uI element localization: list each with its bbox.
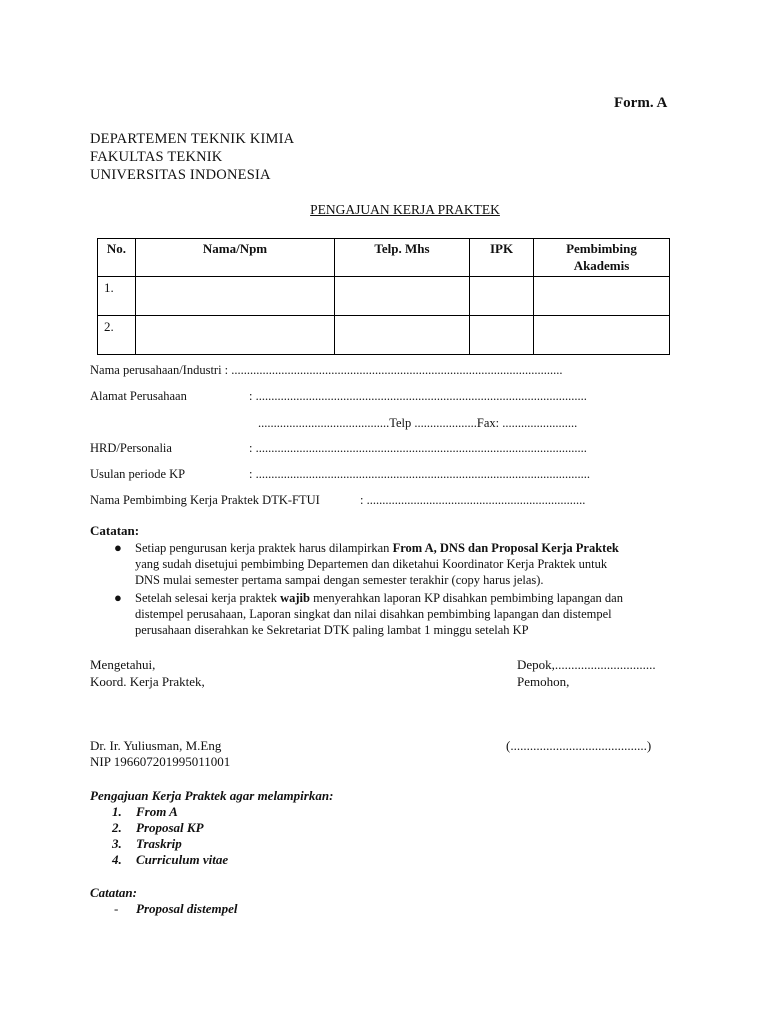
header-gpa: IPK xyxy=(470,239,534,277)
hrd-label: HRD/Personalia xyxy=(90,441,172,455)
footer-notes-heading: Catatan: xyxy=(90,885,137,900)
header-phone: Telp. Mhs xyxy=(335,239,470,277)
address-field[interactable]: : .......................................................................................................... xyxy=(249,389,587,403)
coordinator-name: Dr. Ir. Yuliusman, M.Eng xyxy=(90,738,222,753)
bullet-icon: ● xyxy=(114,540,122,555)
document-title: PENGAJUAN KERJA PRAKTEK xyxy=(310,202,500,217)
attachment-number: 1. xyxy=(112,804,122,819)
attachment-item: Traskrip xyxy=(136,836,182,851)
applicant-title: Pemohon, xyxy=(517,674,570,689)
notes-heading: Catatan: xyxy=(90,523,140,538)
table-row xyxy=(98,277,670,316)
address-label: Alamat Perusahaan xyxy=(90,389,187,403)
period-field[interactable]: : ........................................................................................................... xyxy=(249,467,590,481)
telp-fax-field[interactable]: ..........................................Telp ....................Fax: ........................ xyxy=(258,416,578,430)
period-label: Usulan periode KP xyxy=(90,467,186,481)
phone-cell[interactable] xyxy=(335,316,470,355)
gpa-cell[interactable] xyxy=(470,277,534,316)
name-cell[interactable] xyxy=(136,277,335,316)
coordinator-title: Koord. Kerja Praktek, xyxy=(90,674,205,689)
company-field[interactable]: Nama perusahaan/Industri : .......................................................................................................... xyxy=(90,363,563,377)
name-cell[interactable] xyxy=(136,316,335,355)
note-2-line-2: distempel perusahaan, Laporan singkat dan nilai disahkan pembimbing lapangan dan distempel xyxy=(135,607,612,621)
table-header-row xyxy=(98,239,670,277)
known-by-label: Mengetahui, xyxy=(90,657,156,672)
attachment-number: 3. xyxy=(112,836,122,851)
coordinator-nip: NIP 196607201995011001 xyxy=(90,754,231,769)
dash-bullet: - xyxy=(114,901,119,916)
faculty-name: FAKULTAS TEKNIK xyxy=(90,149,223,165)
note-2-line-3: perusahaan diserahkan ke Sekretariat DTK paling lambat 1 minggu setelah KP xyxy=(135,623,529,637)
supervisor-field[interactable]: : ...................................................................... xyxy=(360,493,586,507)
supervisor-label: Nama Pembimbing Kerja Praktek DTK-FTUI xyxy=(90,493,320,507)
applicant-signature-field[interactable]: (..........................................) xyxy=(506,738,652,753)
hrd-field[interactable]: : .......................................................................................................... xyxy=(249,441,587,455)
attachment-number: 2. xyxy=(112,820,122,835)
row-number: 2. xyxy=(98,316,136,355)
attachment-number: 4. xyxy=(112,852,122,867)
attachment-item: Curriculum vitae xyxy=(136,852,229,867)
note-1-line-2: yang sudah disetujui pembimbing Departemen dan diketahui Koordinator Kerja Praktek untuk xyxy=(135,557,608,571)
phone-cell[interactable] xyxy=(335,277,470,316)
bullet-icon: ● xyxy=(114,590,122,605)
note-1-line-1: Setiap pengurusan kerja praktek harus dilampirkan From A, DNS dan Proposal Kerja Praktek xyxy=(135,541,619,555)
header-no: No. xyxy=(98,239,136,277)
table-row xyxy=(98,316,670,355)
footer-note-item: Proposal distempel xyxy=(136,901,238,916)
note-2-line-1: Setelah selesai kerja praktek wajib menyerahkan laporan KP disahkan pembimbing lapangan dan xyxy=(135,591,623,605)
header-name: Nama/Npm xyxy=(136,239,335,277)
place-date-field[interactable]: Depok,............................... xyxy=(517,657,656,672)
attachment-item: Proposal KP xyxy=(136,820,204,835)
applicant-table xyxy=(97,238,670,355)
header-advisor: Pembimbing Akademis xyxy=(534,239,670,277)
attachment-item: From A xyxy=(136,804,178,819)
row-number: 1. xyxy=(98,277,136,316)
gpa-cell[interactable] xyxy=(470,316,534,355)
form-code: Form. A xyxy=(614,95,668,111)
advisor-cell[interactable] xyxy=(534,277,670,316)
note-1-line-3: DNS mulai semester pertama sampai dengan semester terakhir (copy harus jelas). xyxy=(135,573,544,587)
university-name: UNIVERSITAS INDONESIA xyxy=(90,167,271,183)
advisor-cell[interactable] xyxy=(534,316,670,355)
attachments-heading: Pengajuan Kerja Praktek agar melampirkan: xyxy=(90,788,334,803)
department-name: DEPARTEMEN TEKNIK KIMIA xyxy=(90,131,295,147)
